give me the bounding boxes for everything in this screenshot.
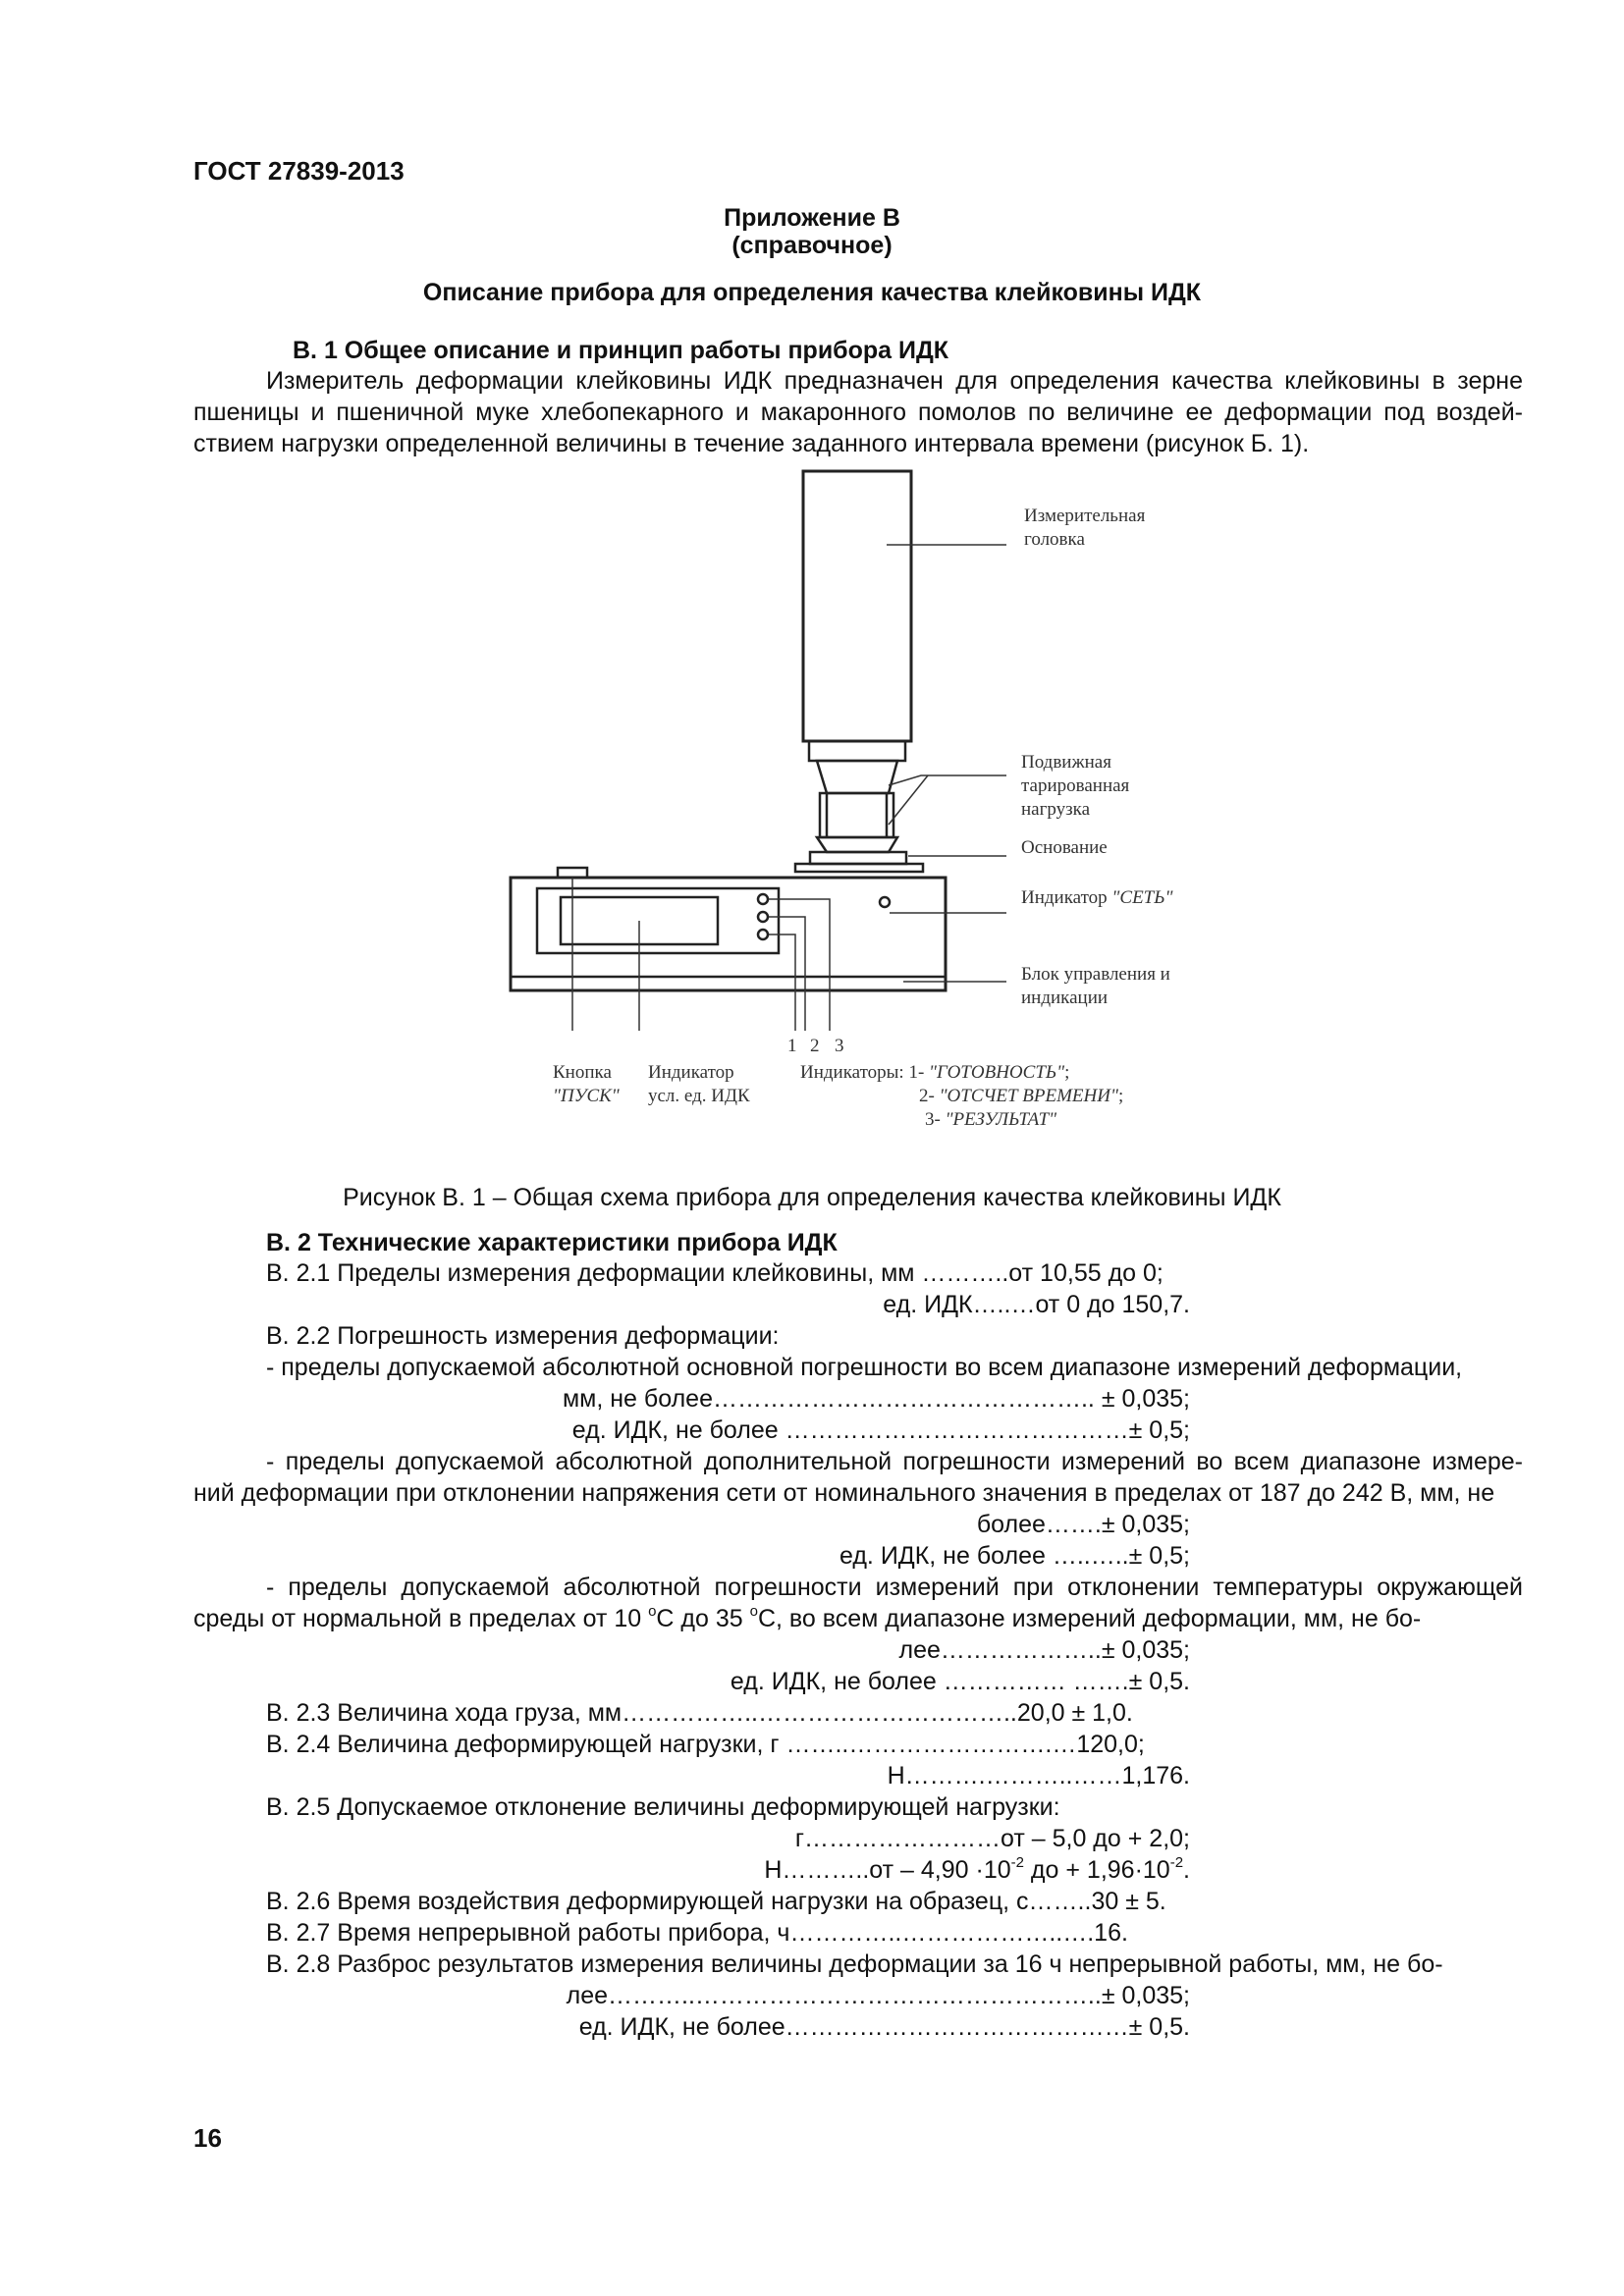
spec-line: В. 2.8 Разброс результатов измерения величины деформации за 16 ч непрерывной работы, мм, не бо- bbox=[266, 1950, 1443, 1978]
control-block bbox=[511, 878, 946, 990]
section-1-heading: В. 1 Общее описание и принцип работы прибора ИДК bbox=[293, 337, 949, 364]
spec-line: В. 2.1 Пределы измерения деформации клейковины, мм ………..от 10,55 до 0; bbox=[266, 1259, 1164, 1287]
spec-line: Н……….………..……1,176. bbox=[887, 1762, 1190, 1789]
label-load-3: нагрузка bbox=[1021, 799, 1091, 820]
label-indicator-2: усл. ед. ИДК bbox=[648, 1086, 750, 1106]
spec-line: ед. ИДК…..…от 0 до 150,7. bbox=[883, 1291, 1190, 1318]
label-button-2: "ПУСК" bbox=[553, 1086, 620, 1106]
label-num-3: 3 bbox=[835, 1036, 844, 1056]
spec-line: ед. ИДК, не более……………………………………± 0,5. bbox=[578, 2013, 1190, 2041]
spec-line: г……………………от – 5,0 до + 2,0; bbox=[794, 1825, 1190, 1852]
label-load-2: тарированная bbox=[1021, 775, 1130, 796]
appendix-note: (справочное) bbox=[731, 232, 893, 259]
measuring-head bbox=[803, 471, 911, 741]
section-1-line-3: ствием нагрузки определенной величины в течение заданного интервала времени (рисунок Б. 1). bbox=[193, 430, 1310, 457]
label-indicators-1: Индикаторы: 1- "ГОТОВНОСТЬ"; bbox=[800, 1062, 1070, 1083]
spec-line: ед. ИДК, не более ……………………………………± 0,5; bbox=[571, 1416, 1190, 1444]
spec-line: В. 2.5 Допускаемое отклонение величины деформирующей нагрузки: bbox=[266, 1793, 1060, 1821]
spec-line: - пределы допускаемой абсолютной дополнительной погрешности измерений во всем диапазоне измере- bbox=[266, 1448, 1523, 1475]
spec-line: ед. ИДК, не более …..…..± 0,5; bbox=[839, 1542, 1190, 1570]
label-base: Основание bbox=[1021, 837, 1108, 858]
device-base bbox=[810, 852, 906, 864]
document-id: ГОСТ 27839-2013 bbox=[193, 156, 405, 186]
spec-line: ед. ИДК, не более …………… …….± 0,5. bbox=[730, 1668, 1190, 1695]
label-control-block-2: индикации bbox=[1021, 988, 1109, 1008]
head-neck bbox=[809, 741, 905, 761]
label-indicators-3: 3- "РЕЗУЛЬТАТ" bbox=[925, 1109, 1057, 1130]
spec-line: В. 2.4 Величина деформирующей нагрузки, г ……..…………………….…120,0; bbox=[266, 1731, 1145, 1758]
label-measuring-head-1: Измерительная bbox=[1024, 506, 1146, 526]
spec-line-newton: Н………..от – $4,90 \cdot 10^{-2}$ до + $1,96\cdot 10^{-2}$. bbox=[764, 1853, 1190, 1884]
spec-line: лее………..…………………………………………..± 0,035; bbox=[566, 1982, 1190, 2009]
section-1-line-1: Измеритель деформации клейковины ИДК предназначен для определения качества клейковины в зерне bbox=[266, 367, 1523, 395]
spec-line: В. 2.2 Погрешность измерения деформации: bbox=[266, 1322, 780, 1350]
spec-line: В. 2.6 Время воздействия деформирующей нагрузки на образец, с……..30 ± 5. bbox=[266, 1888, 1166, 1915]
appendix-subtitle: Описание прибора для определения качества клейковины ИДК bbox=[422, 279, 1202, 306]
spec-line-temperature: среды от нормальной в пределах от 10 $^o$С до 35 $^o$С, во всем диапазоне измерений деформации, мм, не бо- bbox=[193, 1602, 1422, 1632]
indicator-network-icon bbox=[880, 897, 890, 907]
label-measuring-head-2: головка bbox=[1024, 529, 1085, 550]
label-indicator-1: Индикатор bbox=[648, 1062, 734, 1083]
label-button-1: Кнопка bbox=[553, 1062, 612, 1083]
indicator-result-icon bbox=[758, 930, 768, 939]
spec-line: В. 2.3 Величина хода груза, мм……………..…………………………..20,0 ± 1,0. bbox=[266, 1699, 1133, 1727]
spec-line: ний деформации при отклонении напряжения сети от номинального значения в пределах от 187 до 242 В, мм, не bbox=[193, 1479, 1495, 1507]
appendix-title: Приложение В bbox=[724, 204, 900, 232]
spec-line: более…….± 0,035; bbox=[976, 1511, 1190, 1538]
label-num-2: 2 bbox=[810, 1036, 820, 1056]
spec-line: В. 2.7 Время непрерывной работы прибора, ч…………..………………..….16. bbox=[266, 1919, 1128, 1947]
movable-load bbox=[817, 761, 897, 793]
spec-line: - пределы допускаемой абсолютной погрешности измерений при отклонении температуры окружающей bbox=[266, 1574, 1523, 1601]
spec-line: мм, не более……………………………………….. ± 0,035; bbox=[562, 1385, 1190, 1413]
label-load-1: Подвижная bbox=[1021, 752, 1111, 773]
label-network-indicator: Индикатор "СЕТЬ" bbox=[1021, 887, 1173, 908]
indicator-time-icon bbox=[758, 912, 768, 922]
spec-line: - пределы допускаемой абсолютной основной погрешности во всем диапазоне измерений деформации, bbox=[266, 1354, 1463, 1381]
label-num-1: 1 bbox=[787, 1036, 797, 1056]
section-1-line-2: пшеницы и пшеничной муке хлебопекарного и макаронного помолов по величине ее деформации под воздей- bbox=[193, 399, 1523, 426]
figure-caption: Рисунок В. 1 – Общая схема прибора для определения качества клейковины ИДК bbox=[343, 1184, 1281, 1211]
label-indicators-2: 2- "ОТСЧЕТ ВРЕМЕНИ"; bbox=[919, 1086, 1124, 1106]
spec-line: лее………………..± 0,035; bbox=[898, 1636, 1190, 1664]
indicator-ready-icon bbox=[758, 894, 768, 904]
label-control-block-1: Блок управления и bbox=[1021, 964, 1170, 985]
page-number: 16 bbox=[193, 2123, 222, 2153]
section-2-heading: В. 2 Технические характеристики прибора ИДК bbox=[266, 1229, 838, 1256]
